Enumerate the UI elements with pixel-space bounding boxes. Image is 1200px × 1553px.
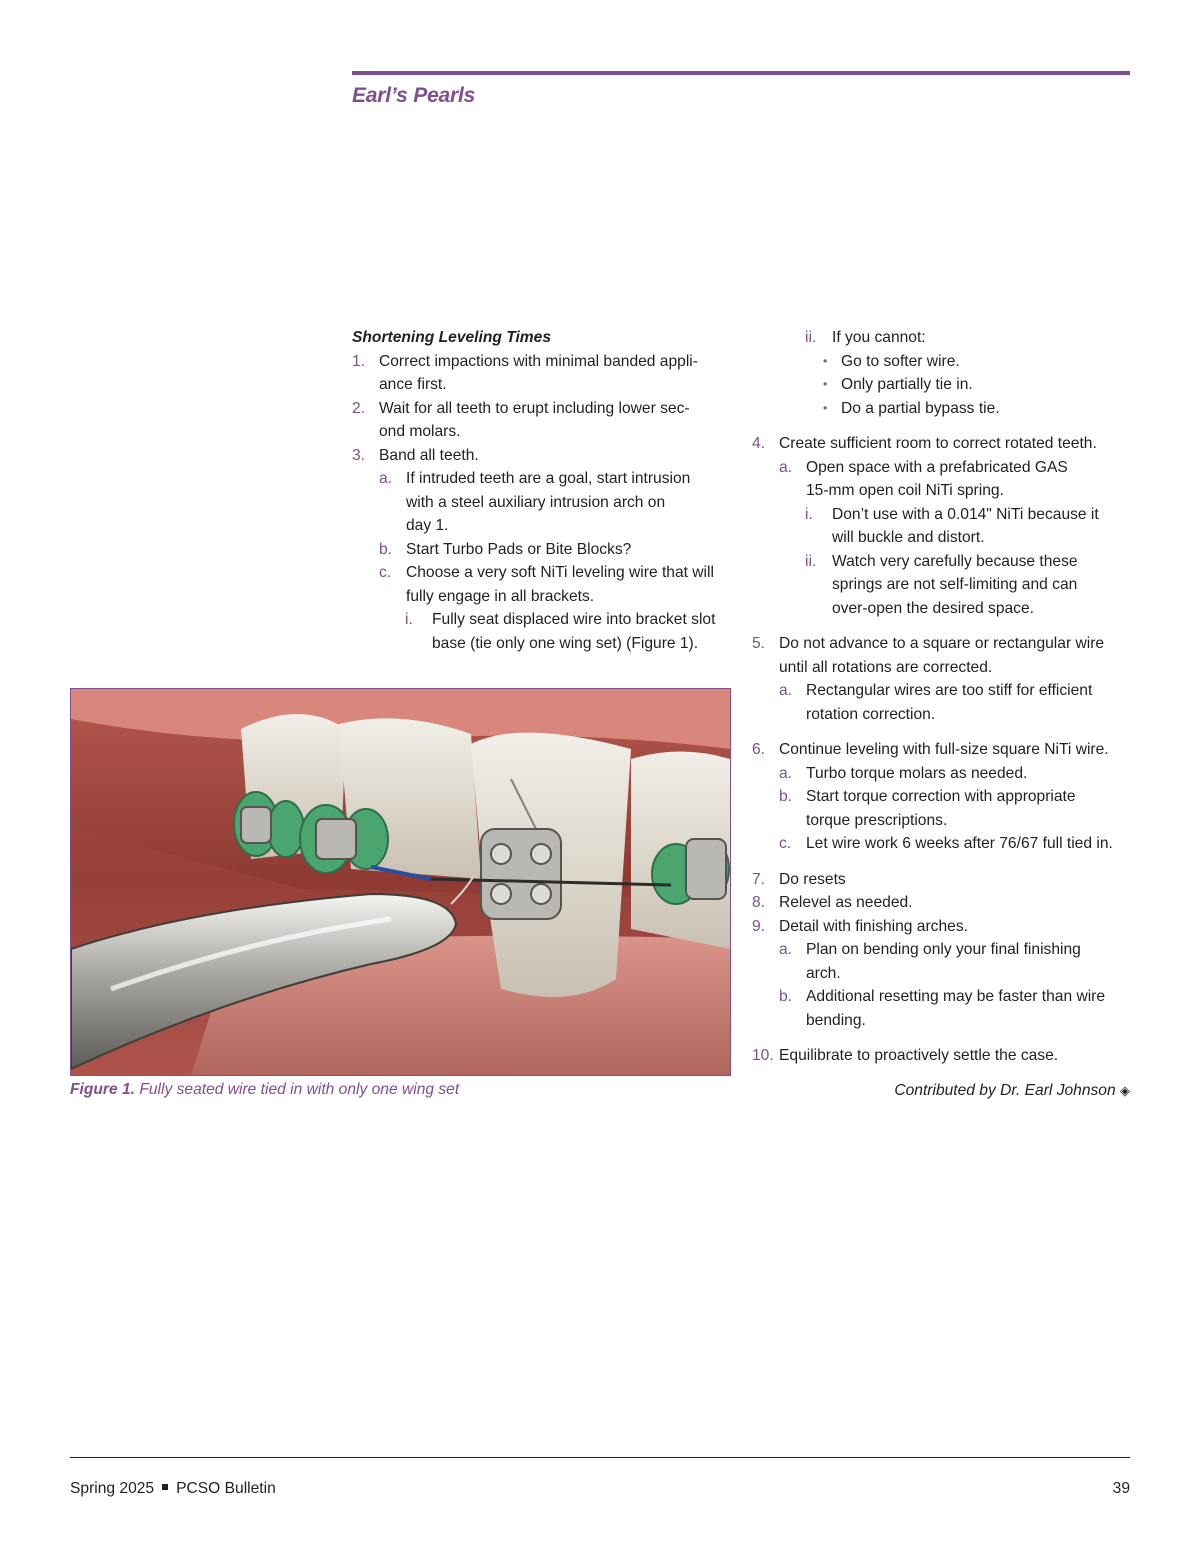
list-line xyxy=(752,432,1137,456)
list-line xyxy=(752,915,1137,939)
list-marker: i. xyxy=(805,505,813,523)
list-marker: c. xyxy=(379,564,392,581)
list-line xyxy=(352,491,737,515)
list-text: until all rotations are corrected. xyxy=(779,658,993,676)
list-marker: 6. xyxy=(752,741,766,758)
list-text: Start torque correction with appropriate xyxy=(806,788,1076,805)
list-text: Correct impactions with minimal banded appli- xyxy=(379,352,698,370)
contributor-signoff xyxy=(752,1079,1130,1103)
list-marker: a. xyxy=(779,941,793,958)
list-text: day 1. xyxy=(406,517,449,534)
list-line xyxy=(752,597,1137,621)
list-line xyxy=(352,585,737,609)
list-line xyxy=(752,526,1137,550)
list-line xyxy=(752,703,1137,727)
list-text: Choose a very soft NiTi leveling wire that will xyxy=(406,564,714,581)
list-line xyxy=(752,350,1137,374)
list-line xyxy=(752,868,1137,892)
list-marker: 7. xyxy=(752,870,766,888)
list-text: over-open the desired space. xyxy=(832,599,1034,617)
left-list xyxy=(352,350,737,656)
list-text: arch. xyxy=(806,964,841,982)
issue-date: Spring 2025 xyxy=(70,1480,155,1497)
list-text: Only partially tie in. xyxy=(841,376,973,393)
list-text: Open space with a prefabricated GAS xyxy=(806,458,1068,476)
figure-label: Figure 1. xyxy=(70,1081,135,1098)
list-text: Equilibrate to proactively settle the case. xyxy=(779,1047,1059,1064)
footer-rule xyxy=(70,1457,1130,1458)
contributor-text: Contributed by Dr. Earl Johnson xyxy=(894,1082,1116,1099)
list-line xyxy=(752,1009,1137,1033)
list-line xyxy=(352,420,737,444)
list-marker: ii. xyxy=(805,552,817,570)
article-column-right xyxy=(752,326,1137,1068)
list-marker: b. xyxy=(379,540,393,558)
list-gap xyxy=(752,726,1137,738)
list-marker: 5. xyxy=(752,635,766,652)
list-line xyxy=(752,656,1137,680)
list-gap xyxy=(752,1032,1137,1044)
list-line xyxy=(752,762,1137,786)
list-line xyxy=(752,550,1137,574)
right-list xyxy=(752,326,1137,1068)
list-text: Wait for all teeth to erupt including lower sec- xyxy=(379,399,690,417)
list-text: Watch very carefully because these xyxy=(832,552,1078,570)
list-line xyxy=(752,573,1137,597)
page-number: 39 xyxy=(1112,1480,1130,1497)
list-line xyxy=(352,608,737,632)
list-text: rotation correction. xyxy=(806,705,936,723)
bullet-icon: • xyxy=(823,353,828,368)
list-text: Go to softer wire. xyxy=(841,352,960,370)
list-line xyxy=(752,326,1137,350)
list-text: Create sufficient room to correct rotated teeth. xyxy=(779,435,1097,452)
list-line xyxy=(352,467,737,491)
list-marker: b. xyxy=(779,788,793,805)
list-line xyxy=(352,561,737,585)
list-text: Additional resetting may be faster than wire xyxy=(806,988,1106,1005)
list-marker: 9. xyxy=(752,917,766,935)
article-column-left xyxy=(352,326,737,655)
list-line xyxy=(752,632,1137,656)
end-mark-icon: ◈ xyxy=(1120,1083,1130,1098)
list-gap xyxy=(752,420,1137,432)
list-text: Start Turbo Pads or Bite Blocks? xyxy=(406,540,632,558)
list-marker: 3. xyxy=(352,446,366,464)
list-marker: c. xyxy=(779,835,792,852)
bullet-icon: • xyxy=(823,400,828,415)
list-marker: a. xyxy=(779,682,793,699)
bullet-icon: • xyxy=(823,377,828,391)
list-line xyxy=(752,373,1137,397)
list-marker: 8. xyxy=(752,894,766,911)
list-line xyxy=(352,397,737,421)
list-marker: b. xyxy=(779,988,793,1005)
list-text: base (tie only one wing set) (Figure 1). xyxy=(432,634,699,652)
list-text: If you cannot: xyxy=(832,329,926,346)
list-text: fully engage in all brackets. xyxy=(406,587,595,605)
list-marker: a. xyxy=(779,764,793,782)
list-marker: 2. xyxy=(352,399,366,417)
list-line xyxy=(352,373,737,397)
list-marker: 1. xyxy=(352,352,366,370)
publication-name: PCSO Bulletin xyxy=(176,1480,276,1497)
list-text: Don’t use with a 0.014" NiTi because it xyxy=(832,505,1099,523)
list-gap xyxy=(752,620,1137,632)
list-marker: 4. xyxy=(752,435,766,452)
figure-caption-text: Fully seated wire tied in with only one wing set xyxy=(139,1081,460,1098)
list-text: Rectangular wires are too stiff for efficient xyxy=(806,682,1093,699)
list-text: Do resets xyxy=(779,870,846,888)
figure-caption xyxy=(70,1081,459,1099)
list-line xyxy=(352,538,737,562)
article-heading: Shortening Leveling Times xyxy=(352,329,552,346)
list-line xyxy=(752,962,1137,986)
list-text: Plan on bending only your final finishing xyxy=(806,941,1081,958)
list-text: will buckle and distort. xyxy=(832,529,985,546)
list-text: springs are not self-limiting and can xyxy=(832,576,1078,593)
list-line xyxy=(752,456,1137,480)
list-line xyxy=(752,809,1137,833)
figure-photo xyxy=(70,688,731,1076)
list-marker: ii. xyxy=(805,329,817,346)
section-title: Earl’s Pearls xyxy=(352,84,476,107)
list-text: Continue leveling with full-size square NiTi wire. xyxy=(779,741,1109,758)
dental-photo-illustration xyxy=(71,689,730,1075)
list-text: Do a partial bypass tie. xyxy=(841,399,1000,417)
list-text: Let wire work 6 weeks after 76/67 full tied in. xyxy=(806,835,1113,852)
list-text: ance first. xyxy=(379,376,447,393)
list-line xyxy=(752,938,1137,962)
list-text: If intruded teeth are a goal, start intrusion xyxy=(406,470,691,487)
list-line xyxy=(352,514,737,538)
list-text: Do not advance to a square or rectangular wire xyxy=(779,635,1105,652)
list-text: with a steel auxiliary intrusion arch on xyxy=(406,493,666,511)
header-rule xyxy=(352,71,1130,75)
list-text: Fully seat displaced wire into bracket slot xyxy=(432,611,716,628)
list-line xyxy=(752,397,1137,421)
list-line xyxy=(752,1044,1137,1068)
list-text: Detail with finishing arches. xyxy=(779,917,968,935)
list-marker: a. xyxy=(779,458,793,476)
list-line xyxy=(752,738,1137,762)
list-marker: i. xyxy=(405,611,413,628)
list-marker: a. xyxy=(379,470,393,487)
list-text: Turbo torque molars as needed. xyxy=(806,764,1028,782)
list-line xyxy=(752,503,1137,527)
separator-square-icon xyxy=(162,1484,168,1490)
list-line xyxy=(752,785,1137,809)
list-line xyxy=(352,632,737,656)
list-text: 15-mm open coil NiTi spring. xyxy=(806,482,1004,499)
list-line xyxy=(752,985,1137,1009)
footer-issue xyxy=(70,1480,276,1498)
list-line xyxy=(752,891,1137,915)
list-text: ond molars. xyxy=(379,423,461,440)
list-text: Band all teeth. xyxy=(379,446,479,464)
list-line xyxy=(752,479,1137,503)
list-text: torque prescriptions. xyxy=(806,811,948,829)
list-line xyxy=(352,444,737,468)
list-text: bending. xyxy=(806,1011,866,1029)
list-text: Relevel as needed. xyxy=(779,894,913,911)
list-gap xyxy=(752,856,1137,868)
list-marker: 10. xyxy=(752,1047,774,1064)
list-line xyxy=(352,350,737,374)
list-line xyxy=(752,832,1137,856)
list-line xyxy=(752,679,1137,703)
